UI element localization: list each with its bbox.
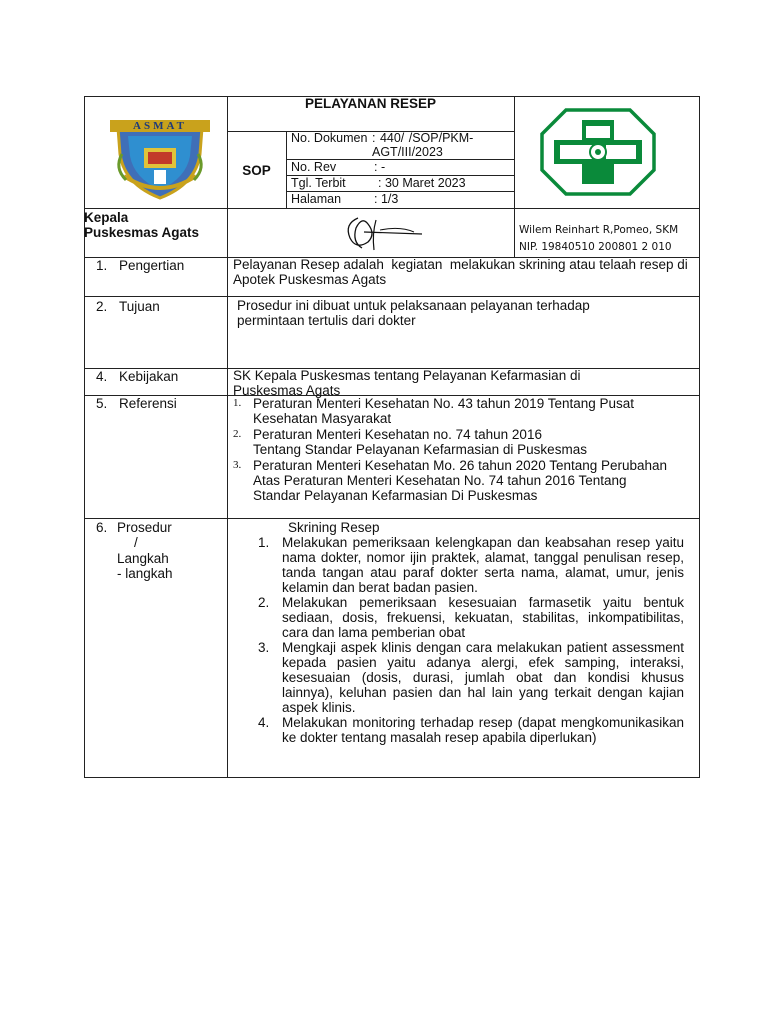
list-item: 4. Melakukan monitoring terhadap resep (dapat mengkomunikasikan ke dokter tentang masalah resep apabila diperlukan) — [258, 715, 684, 745]
list-item: 2. Melakukan pemeriksaan kesesuaian farmasetik yaitu bentuk sediaan, dosis, frekuensi, kekuatan, stabilitas, inkompatibilitas, cara dan lama pemberian obat — [258, 595, 684, 640]
section-label-tujuan: Tujuan — [119, 299, 160, 314]
asmat-logo — [104, 114, 216, 202]
section-num-prosedur: 6. — [96, 520, 108, 535]
tgl-terbit-value: : 30 Maret 2023 — [378, 176, 466, 190]
signer-role-line2: Puskesmas Agats — [84, 225, 200, 240]
document-title: PELAYANAN RESEP — [304, 96, 437, 111]
list-item: 2. Peraturan Menteri Kesehatan no. 74 tahun 2016 Tentang Standar Pelayanan Kefarmasian di Puskesmas — [233, 427, 587, 457]
list-item: 1. Melakukan pemeriksaan kelengkapan dan keabsahan resep yaitu nama dokter, nomor ijin praktek, alamat, tanggal penulisan resep, tanda tangan atau paraf dokter serta nama, alamat, umur, jenis kelamin dan berat badan pasien. — [258, 535, 684, 595]
tgl-terbit-label: Tgl. Terbit — [291, 176, 346, 190]
pengertian-text: Pelayanan Resep adalah kegiatan melakukan skrining atau telaah resep di Apotek Puskesmas Agats — [233, 257, 691, 287]
section-num-pengertian: 1. — [96, 258, 108, 273]
prosedur-subtitle: Skrining Resep — [288, 520, 380, 535]
section-label-prosedur-2: / — [134, 535, 138, 550]
puskesmas-green-cross-icon — [540, 108, 656, 196]
list-item: 1. Peraturan Menteri Kesehatan No. 43 tahun 2019 Tentang Pusat Kesehatan Masyarakat — [233, 396, 635, 426]
no-dokumen-value: : 440/ /SOP/PKM-AGT/III/2023 — [372, 131, 474, 159]
halaman-value: : 1/3 — [374, 192, 399, 206]
signature-area — [340, 212, 430, 254]
prosedur-list — [258, 535, 684, 745]
halaman-label: Halaman — [291, 192, 342, 206]
signer-nip: NIP. 19840510 200801 2 010 — [519, 241, 672, 253]
no-dokumen-label: No. Dokumen — [291, 131, 368, 145]
asmat-banner-text: ASMAT — [133, 120, 187, 132]
sop-label: SOP — [242, 163, 271, 178]
no-rev-label: No. Rev — [291, 160, 337, 174]
section-num-tujuan: 2. — [96, 299, 108, 314]
section-label-prosedur-3: Langkah — [117, 551, 169, 566]
list-item: 3. Mengkaji aspek klinis dengan cara melakukan patient assessment kepada pasien yaitu adanya alergi, efek samping, interaksi, kesesuaian (dosis, durasi, jumlah obat dan kondisi khusus lainnya), keluhan pasien dan hal lain yang terkait dengan kajian aspek klinis. — [258, 640, 684, 715]
referensi-list — [233, 396, 693, 503]
section-label-prosedur-4: - langkah — [117, 566, 173, 581]
section-label-prosedur-1: Prosedur — [117, 520, 172, 535]
section-label-referensi: Referensi — [119, 396, 177, 411]
signer-role-line1: Kepala — [84, 210, 129, 225]
signer-name: Wilem Reinhart R,Pomeo, SKM — [519, 224, 679, 236]
list-item: 3. Peraturan Menteri Kesehatan Mo. 26 tahun 2020 Tentang Perubahan Atas Peraturan Menteri Kesehatan No. 74 tahun 2016 Tentang Standar Pelayanan Kefarmasian Di Puskesmas — [233, 458, 668, 503]
tujuan-text: Prosedur ini dibuat untuk pelaksanaan pelayanan terhadap permintaan tertulis dari dokter — [237, 298, 590, 328]
section-label-pengertian: Pengertian — [119, 258, 185, 273]
puskesmas-logo — [540, 108, 656, 196]
section-num-kebijakan: 4. — [96, 369, 108, 384]
no-rev-value: : - — [374, 160, 386, 174]
signature-icon — [340, 212, 430, 254]
section-label-kebijakan: Kebijakan — [119, 369, 179, 384]
section-num-referensi: 5. — [96, 396, 108, 411]
kebijakan-text: SK Kepala Puskesmas tentang Pelayanan Kefarmasian di Puskesmas Agats — [233, 368, 581, 398]
